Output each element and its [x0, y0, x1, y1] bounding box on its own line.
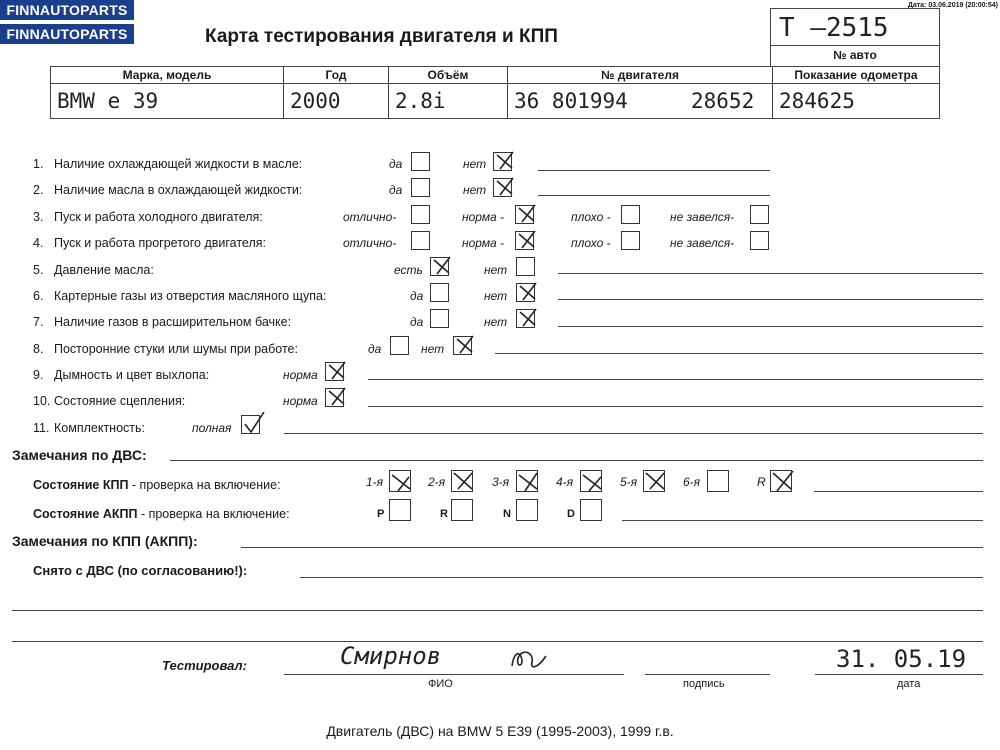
gear-label: 5-я — [620, 475, 638, 489]
finnautoparts-logo-2: FINNAUTOPARTS — [0, 24, 134, 44]
card-number-label: № авто — [833, 48, 877, 62]
option-label: не завелся- — [670, 236, 735, 250]
gearbox-label: Состояние КПП - проверка на включение: — [33, 478, 281, 492]
check-mark-icon — [242, 412, 266, 436]
item-text: Картерные газы из отверстия масляного щупа: — [54, 289, 327, 303]
gear-label: N — [503, 508, 511, 520]
item-number: 8. — [33, 342, 44, 356]
check-mark-icon — [517, 280, 541, 304]
checkbox-no[interactable] — [493, 152, 512, 171]
item-text: Пуск и работа прогретого двигателя: — [54, 236, 266, 250]
value-odometer: 284625 — [773, 84, 940, 119]
item-text: Комплектность: — [54, 421, 145, 435]
option-label: норма — [283, 394, 318, 408]
checkbox-normal[interactable] — [325, 362, 344, 381]
item-number: 1. — [33, 157, 44, 171]
extra-line-2 — [12, 641, 983, 642]
option-label: да — [368, 342, 382, 356]
gear-p-checkbox[interactable] — [389, 499, 411, 521]
option-label: норма - — [462, 236, 505, 250]
item-number: 2. — [33, 183, 44, 197]
checkbox-no-start[interactable] — [750, 205, 769, 224]
header-engine-number: № двигателя — [508, 67, 773, 84]
checkbox-no-start[interactable] — [750, 231, 769, 250]
checkbox-no[interactable] — [516, 309, 535, 328]
check-mark-icon — [644, 469, 668, 493]
date-label: дата — [897, 678, 921, 690]
gear-reverse-checkbox[interactable] — [770, 470, 792, 492]
option-label: нет — [484, 289, 508, 303]
remarks-engine-label: Замечания по ДВС: — [12, 447, 147, 463]
check-mark-icon — [494, 175, 518, 199]
extra-line — [12, 610, 983, 611]
check-mark-icon — [517, 469, 541, 493]
gear-label: P — [377, 508, 385, 520]
auto-gearbox-line — [622, 520, 983, 521]
check-mark-icon — [390, 469, 414, 493]
check-mark-icon — [771, 469, 795, 493]
checkbox-no[interactable] — [493, 178, 512, 197]
checkbox-yes[interactable] — [411, 178, 430, 197]
checkbox-normal[interactable] — [515, 205, 534, 224]
page-title: Карта тестирования двигателя и КПП — [205, 26, 558, 47]
item-text: Наличие масла в охлаждающей жидкости: — [54, 183, 303, 197]
gear-1-checkbox[interactable] — [389, 470, 411, 492]
check-mark-icon — [517, 306, 541, 330]
remarks-gearbox-line — [241, 547, 983, 548]
card-number-box — [770, 8, 940, 66]
gear-label: R — [440, 508, 448, 520]
value-engine-number: 36 801994 28652 — [508, 84, 773, 119]
checkbox-excellent[interactable] — [411, 231, 430, 250]
option-label: норма - — [462, 210, 505, 224]
item-text: Дымность и цвет выхлопа: — [54, 368, 210, 382]
checkbox-no[interactable] — [516, 257, 535, 276]
option-label: да — [389, 183, 403, 197]
gear-6-checkbox[interactable] — [707, 470, 729, 492]
option-label: отлично- — [343, 210, 397, 224]
gear-d-checkbox[interactable] — [580, 499, 602, 521]
checkbox-yes[interactable] — [430, 257, 449, 276]
item-text: Посторонние стуки или шумы при работе: — [54, 342, 298, 356]
header-year: Год — [284, 67, 389, 84]
item-text: Наличие охлаждающей жидкости в масле: — [54, 157, 303, 171]
item-number: 11. — [33, 421, 50, 435]
checkbox-poor[interactable] — [621, 205, 640, 224]
option-label: норма — [283, 368, 318, 382]
gear-5-checkbox[interactable] — [643, 470, 665, 492]
gearbox-line — [814, 491, 983, 492]
card-number: T –2515 — [779, 13, 889, 43]
removed-label: Снято с ДВС (по согласованию!): — [33, 563, 248, 578]
fio-label: ФИО — [428, 678, 453, 690]
item-number: 9. — [33, 368, 44, 382]
checkbox-yes[interactable] — [390, 336, 409, 355]
checkbox-excellent[interactable] — [411, 205, 430, 224]
option-label: плохо - — [571, 236, 611, 250]
checkbox-normal[interactable] — [515, 231, 534, 250]
option-label: нет — [484, 315, 508, 329]
check-mark-icon — [454, 333, 478, 357]
check-mark-icon — [452, 469, 476, 493]
gear-label: D — [567, 508, 575, 520]
option-label: нет — [463, 157, 487, 171]
item-text: Давление масла: — [54, 263, 154, 277]
checkbox-no[interactable] — [453, 336, 472, 355]
option-label: не завелся- — [670, 210, 735, 224]
checkbox-poor[interactable] — [621, 231, 640, 250]
option-label: есть — [394, 263, 423, 277]
checkbox-no[interactable] — [516, 283, 535, 302]
option-label: да — [410, 315, 424, 329]
auto-gearbox-label: Состояние АКПП - проверка на включение: — [33, 507, 290, 521]
gear-label: 6-я — [683, 475, 701, 489]
checkbox-normal[interactable] — [325, 388, 344, 407]
item-number: 7. — [33, 315, 44, 329]
header-brand: Марка, модель — [51, 67, 284, 84]
check-mark-icon — [494, 149, 518, 173]
item-number: 10. — [33, 394, 51, 408]
removed-line — [300, 577, 983, 578]
gear-r-checkbox[interactable] — [451, 499, 473, 521]
header-odometer: Показание одометра — [773, 67, 940, 84]
value-volume: 2.8i — [389, 84, 508, 119]
option-label: отлично- — [343, 236, 397, 250]
value-year: 2000 — [284, 84, 389, 119]
signature-icon — [508, 646, 552, 674]
check-mark-icon — [326, 359, 350, 383]
vehicle-info-table — [50, 66, 940, 119]
tester-name: Смирнов — [340, 642, 442, 670]
gear-label: 1-я — [366, 475, 384, 489]
gear-4-checkbox[interactable] — [580, 470, 602, 492]
item-number: 6. — [33, 289, 44, 303]
header-volume: Объём — [389, 67, 508, 84]
checkbox-yes[interactable] — [430, 309, 449, 328]
check-mark-icon — [516, 202, 540, 226]
gear-n-checkbox[interactable] — [516, 499, 538, 521]
check-mark-icon — [431, 254, 455, 278]
option-label: нет — [484, 263, 508, 277]
item-text: Наличие газов в расширительном бачке: — [54, 315, 292, 329]
value-brand: BMW e 39 — [51, 84, 284, 119]
item-number: 3. — [33, 210, 44, 224]
option-label: да — [410, 289, 424, 303]
test-date: 31. 05.19 — [836, 645, 967, 673]
remarks-gearbox-label: Замечания по КПП (АКПП): — [12, 533, 198, 549]
checkbox-yes[interactable] — [430, 283, 449, 302]
item-number: 5. — [33, 263, 44, 277]
checkbox-yes[interactable] — [411, 152, 430, 171]
option-label: нет — [421, 342, 445, 356]
check-mark-icon — [516, 228, 540, 252]
item-number: 4. — [33, 236, 44, 250]
checkbox-complete[interactable] — [241, 415, 260, 434]
finnautoparts-logo: FINNAUTOPARTS — [0, 0, 134, 20]
check-mark-icon — [326, 385, 350, 409]
item-text: Состояние сцепления: — [54, 394, 186, 408]
option-label: полная — [192, 421, 232, 435]
date-stamp: Дата: 03.06.2019 (20:00:54) — [907, 2, 998, 9]
check-mark-icon — [581, 469, 605, 493]
remarks-engine-line — [170, 460, 983, 461]
signature-label: подпись — [683, 678, 725, 690]
image-caption: Двигатель (ДВС) на BMW 5 E39 (1995-2003), 1999 г.в. — [326, 723, 674, 739]
gear-label: 2-я — [428, 475, 446, 489]
gear-3-checkbox[interactable] — [516, 470, 538, 492]
gear-label: 4-я — [556, 475, 574, 489]
option-label: плохо - — [571, 210, 611, 224]
item-text: Пуск и работа холодного двигателя: — [54, 210, 263, 224]
tested-by-label: Тестировал: — [162, 658, 247, 673]
gear-label: R — [757, 475, 766, 489]
gear-2-checkbox[interactable] — [451, 470, 473, 492]
gear-label: 3-я — [492, 475, 510, 489]
option-label: да — [389, 157, 403, 171]
option-label: нет — [463, 183, 487, 197]
